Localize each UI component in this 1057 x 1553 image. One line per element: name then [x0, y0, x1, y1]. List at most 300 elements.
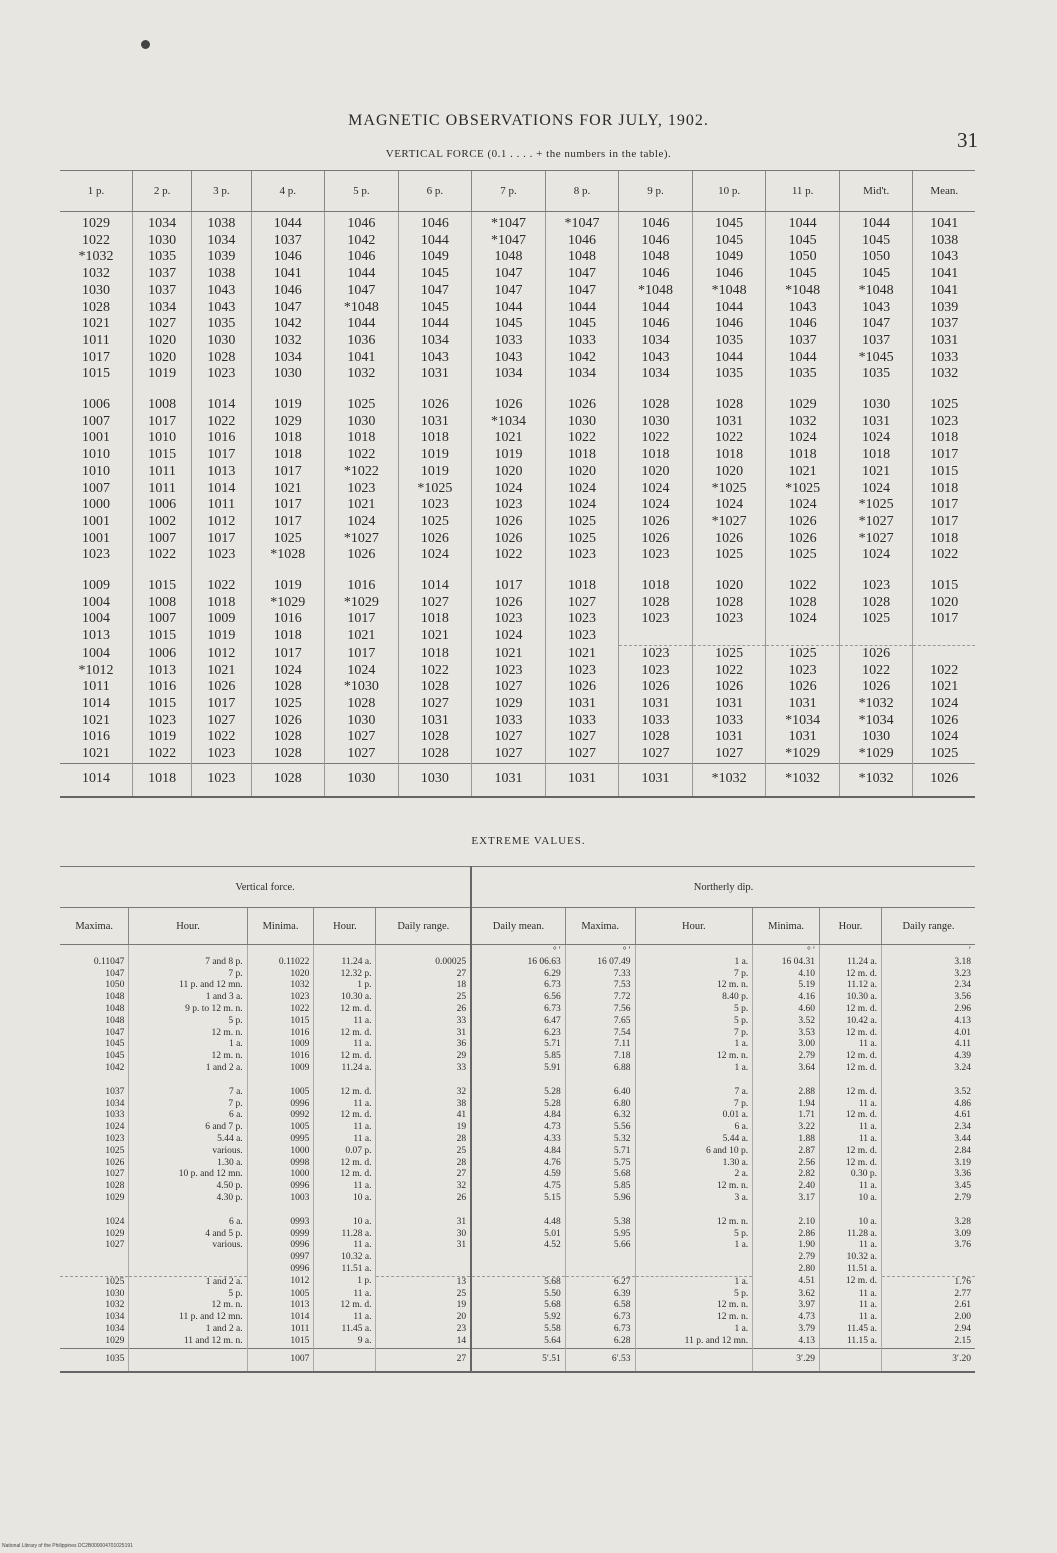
table-cell: 1024	[619, 497, 693, 514]
table-cell: 1018	[913, 531, 975, 548]
table-cell: 7 a.	[129, 1087, 247, 1099]
table-cell: 1049	[692, 249, 766, 266]
table-cell: 1015	[133, 578, 192, 595]
table-cell: 1047	[105, 968, 125, 979]
table-cell: *1025	[766, 481, 840, 498]
table-cell: 1038	[913, 233, 975, 250]
table-cell: 5.19	[753, 980, 820, 992]
table-cell: 11 a.	[314, 1039, 376, 1051]
table-cell: 1024	[251, 663, 325, 680]
table-cell: 4.11	[882, 1039, 976, 1051]
unit-cell	[819, 945, 881, 957]
table-cell: *1032	[78, 249, 114, 265]
spacer-cell	[133, 564, 192, 578]
table-cell: 33	[376, 1016, 471, 1028]
table-cell: 4.48	[471, 1217, 565, 1229]
table-cell: 1021	[82, 316, 111, 332]
table-cell: 1018	[192, 595, 251, 612]
table-cell: 1030	[192, 333, 251, 350]
table-row	[60, 1110, 975, 1122]
table-cell: 1015	[133, 628, 192, 645]
table-cell: 12 m. d.	[819, 1063, 881, 1075]
table-cell: 1028	[692, 595, 766, 612]
table-cell: 1046	[398, 212, 472, 233]
table-cell: 1018	[913, 430, 975, 447]
table-cell: 1027	[192, 713, 251, 730]
table-cell: 6 a.	[129, 1217, 247, 1229]
table-row	[60, 663, 975, 680]
table-cell: 1044	[766, 212, 840, 233]
table-cell	[471, 1252, 565, 1264]
table-cell: 1030	[133, 233, 192, 250]
table-cell: 5.85	[565, 1181, 635, 1193]
table-row	[60, 696, 975, 713]
table-cell: 12 m. n.	[635, 1300, 753, 1312]
unit-cell: ° ′	[753, 945, 820, 957]
table-cell: 1005	[247, 1087, 314, 1099]
spacer-cell	[819, 1075, 881, 1087]
table-cell: 1007	[82, 480, 111, 496]
table-cell: 12 m. d.	[819, 1051, 881, 1063]
unit-cell	[314, 945, 376, 957]
table-cell: 11 a.	[819, 1300, 881, 1312]
table-cell: 1046	[619, 212, 693, 233]
table-cell: 1022	[839, 663, 913, 680]
table-cell: 1023	[545, 663, 619, 680]
unit-cell	[376, 945, 471, 957]
table-cell: 4.75	[471, 1181, 565, 1193]
table-row	[60, 645, 975, 662]
table-cell: 1032	[105, 1300, 125, 1311]
summary-cell: 3′.20	[882, 1348, 976, 1372]
table-cell: 1023	[545, 547, 619, 564]
table-cell: 1048	[619, 249, 693, 266]
table-cell: 1025	[251, 696, 325, 713]
table-cell: 1046	[545, 233, 619, 250]
table-cell: 1016	[251, 611, 325, 628]
table-row	[60, 1028, 975, 1040]
table-cell: 1017	[913, 611, 975, 628]
table-cell: 1050	[766, 249, 840, 266]
table-cell: 1026	[472, 514, 546, 531]
table-row	[60, 414, 975, 431]
table-cell: 1033	[692, 713, 766, 730]
table-cell: 1019	[472, 447, 546, 464]
table-cell: 1021	[913, 679, 975, 696]
table-cell: *1027	[839, 514, 913, 531]
table-cell: 12 m. n.	[129, 1051, 247, 1063]
table-cell: *1034	[472, 414, 546, 431]
table-cell: 7 p.	[635, 1099, 753, 1111]
table-cell: 1027	[472, 746, 546, 763]
table-cell: 1026	[619, 679, 693, 696]
table-cell: 1018	[692, 447, 766, 464]
table-cell: 3.44	[882, 1134, 976, 1146]
table-cell: 4.51	[753, 1276, 820, 1288]
table-cell	[129, 1264, 247, 1276]
table-cell: 2.88	[753, 1087, 820, 1099]
table-cell	[129, 1252, 247, 1264]
spacer-cell	[60, 1205, 129, 1217]
table-cell: 1029	[105, 1192, 125, 1203]
table-row	[60, 1289, 975, 1301]
table-cell: 1048	[545, 249, 619, 266]
table-cell: 1022	[692, 663, 766, 680]
table-cell: 1 and 3 a.	[129, 992, 247, 1004]
table-cell: 10.30 a.	[819, 992, 881, 1004]
table-cell: 0993	[247, 1217, 314, 1229]
table-row	[60, 212, 975, 233]
column-header: Hour.	[819, 908, 881, 945]
table-cell: 25	[376, 992, 471, 1004]
summary-cell	[819, 1348, 881, 1372]
table-cell: 1023	[472, 497, 546, 514]
table-cell: 1021	[82, 712, 111, 728]
ink-spot	[141, 40, 150, 49]
table-cell	[839, 628, 913, 645]
table-row	[60, 547, 975, 564]
table-cell: 1027	[692, 746, 766, 763]
table-cell: 1018	[325, 430, 399, 447]
table-cell: *1030	[325, 679, 399, 696]
table-cell: 1016	[247, 1028, 314, 1040]
table-cell: 1019	[398, 464, 472, 481]
table-cell: 1028	[105, 1181, 125, 1192]
summary-row	[60, 1348, 975, 1372]
table-cell: 1007	[82, 413, 111, 429]
group-gap-row	[60, 1205, 975, 1217]
table-cell: 1007	[133, 531, 192, 548]
table-cell: 1026	[913, 713, 975, 730]
table-cell: 1017	[192, 531, 251, 548]
table-cell: 1004	[82, 594, 111, 610]
table-cell: 1018	[251, 447, 325, 464]
extremes-group-header-row	[60, 867, 975, 908]
table-cell: 1044	[692, 300, 766, 317]
table-cell: 1 a.	[635, 1240, 753, 1252]
table-cell: 7 a.	[635, 1087, 753, 1099]
table-cell: 6.56	[471, 992, 565, 1004]
table-cell: 1029	[766, 397, 840, 414]
table-cell: 1026	[619, 531, 693, 548]
table-cell: 1027	[133, 316, 192, 333]
table-cell: 2.61	[882, 1300, 976, 1312]
table-cell: 2.87	[753, 1146, 820, 1158]
table-row	[60, 1039, 975, 1051]
column-header: 10 p.	[692, 171, 766, 212]
table-cell: 26	[376, 1193, 471, 1205]
table-cell: 1035	[692, 366, 766, 383]
spacer-cell	[545, 564, 619, 578]
table-cell: 1044	[766, 350, 840, 367]
page-number: 31	[957, 128, 978, 152]
table-cell: 0996	[247, 1240, 314, 1252]
table-cell: 11 a.	[314, 1240, 376, 1252]
table-cell: 1035	[766, 366, 840, 383]
table-cell: 11 p. and 12 mn.	[635, 1336, 753, 1348]
summary-cell: 1030	[325, 763, 399, 797]
table-cell: 7.33	[565, 969, 635, 981]
table-cell: 3.79	[753, 1324, 820, 1336]
table-cell: 2.84	[882, 1146, 976, 1158]
table-cell: 1033	[472, 333, 546, 350]
table-cell: 11.28 a.	[314, 1229, 376, 1241]
table-cell: 1015	[82, 366, 111, 382]
table-cell: 1025	[692, 645, 766, 662]
table-cell: 4.61	[882, 1110, 976, 1122]
table-cell	[60, 1264, 129, 1276]
table-cell: 7 p.	[635, 969, 753, 981]
table-cell: 1044	[472, 300, 546, 317]
table-cell: 5.85	[471, 1051, 565, 1063]
table-cell: 4.59	[471, 1169, 565, 1181]
table-cell: 1038	[192, 266, 251, 283]
table-cell: 1 and 2 a.	[129, 1276, 247, 1288]
table-cell: 1043	[913, 249, 975, 266]
table-row	[60, 531, 975, 548]
table-row	[60, 1240, 975, 1252]
column-header: Mean.	[913, 171, 975, 212]
table-cell: 1037	[839, 333, 913, 350]
spacer-cell	[882, 1075, 976, 1087]
table-row	[60, 233, 975, 250]
column-header: Hour.	[129, 908, 247, 945]
table-cell: 11 a.	[819, 1181, 881, 1193]
table-cell: 2.96	[882, 1004, 976, 1016]
table-cell: 1044	[251, 212, 325, 233]
table-cell: 0997	[247, 1252, 314, 1264]
table-cell: 12 m. d.	[819, 1110, 881, 1122]
unit-cell	[247, 945, 314, 957]
table-cell: 1023	[192, 746, 251, 763]
table-row	[60, 1146, 975, 1158]
table-cell: 5.91	[471, 1063, 565, 1075]
summary-cell	[635, 1348, 753, 1372]
table-cell: 4.52	[471, 1240, 565, 1252]
table-cell: 0999	[247, 1229, 314, 1241]
table-cell: 1045	[692, 233, 766, 250]
spacer-cell	[398, 564, 472, 578]
table-cell: 1031	[766, 696, 840, 713]
table-cell: 1001	[82, 530, 111, 546]
table-cell: *1034	[766, 713, 840, 730]
table-cell: 1025	[839, 611, 913, 628]
table-cell: 1018	[398, 645, 472, 662]
column-header: 1 p.	[60, 171, 133, 212]
column-header: Daily range.	[376, 908, 471, 945]
table-cell: 1041	[913, 283, 975, 300]
table-cell: 1018	[251, 628, 325, 645]
table-cell: 1011	[133, 481, 192, 498]
table-row	[60, 1264, 975, 1276]
table-cell: 1017	[133, 414, 192, 431]
table-cell: 12 m. n.	[129, 1028, 247, 1040]
table-cell: 4.30 p.	[129, 1193, 247, 1205]
table-cell: 1025	[766, 547, 840, 564]
table-cell: 1010	[82, 447, 111, 463]
table-cell: 1022	[192, 414, 251, 431]
spacer-cell	[753, 1205, 820, 1217]
table-cell: *1029	[325, 595, 399, 612]
table-cell: 6.80	[565, 1099, 635, 1111]
table-cell: 0995	[247, 1134, 314, 1146]
table-cell: 1045	[398, 300, 472, 317]
table-cell: 1050	[839, 249, 913, 266]
table-cell: 13	[376, 1276, 471, 1288]
table-cell: 1024	[839, 481, 913, 498]
spacer-cell	[565, 1075, 635, 1087]
table-cell: 3.56	[882, 992, 976, 1004]
table-cell: 3.45	[882, 1181, 976, 1193]
table-cell: 41	[376, 1110, 471, 1122]
table-cell: 1022	[133, 746, 192, 763]
table-cell: 1022	[913, 663, 975, 680]
table-cell: 6 and 10 p.	[635, 1146, 753, 1158]
table-cell: 1009	[247, 1039, 314, 1051]
table-cell: 12 m. d.	[819, 969, 881, 981]
column-header: Maxima.	[565, 908, 635, 945]
table-cell: 10.30 a.	[314, 992, 376, 1004]
column-header: Daily range.	[882, 908, 976, 945]
table-cell: 1024	[105, 1216, 125, 1227]
table-row	[60, 1051, 975, 1063]
table-cell: 4.50 p.	[129, 1181, 247, 1193]
table-cell: 5.15	[471, 1193, 565, 1205]
table-cell: 1017	[325, 611, 399, 628]
summary-cell: 1014	[60, 763, 133, 797]
table-row	[60, 1193, 975, 1205]
table-cell: 1026	[472, 531, 546, 548]
table-cell: 1001	[82, 513, 111, 529]
spacer-cell	[314, 1075, 376, 1087]
table-cell: 1041	[913, 212, 975, 233]
table-cell: 1034	[192, 233, 251, 250]
table-cell: 10 a.	[819, 1217, 881, 1229]
table-row	[60, 1300, 975, 1312]
spacer-cell	[60, 564, 133, 578]
table-cell: 10.32 a.	[314, 1252, 376, 1264]
table-cell: 12 m. d.	[314, 1158, 376, 1170]
table-cell: 3.00	[753, 1039, 820, 1051]
table-cell: 0.07 p.	[314, 1146, 376, 1158]
table-cell: 5.92	[471, 1312, 565, 1324]
table-cell: 1028	[251, 679, 325, 696]
spacer-cell	[247, 1205, 314, 1217]
table-row	[60, 1158, 975, 1170]
table-cell: 1024	[913, 729, 975, 746]
table-cell: 5 p.	[129, 1289, 247, 1301]
table-cell: 1023	[472, 663, 546, 680]
library-footer: National Library of the Philippines DC2B000004701025191	[2, 1543, 133, 1549]
table-cell: 1043	[192, 283, 251, 300]
table-cell: 1020	[692, 578, 766, 595]
spacer-cell	[913, 564, 975, 578]
spacer-cell	[766, 564, 840, 578]
table-cell: 2.79	[882, 1193, 976, 1205]
table-cell: 6 and 7 p.	[129, 1122, 247, 1134]
table-cell: 1026	[251, 713, 325, 730]
table-cell: 1022	[192, 729, 251, 746]
table-cell: 1032	[82, 266, 111, 282]
table-cell: 1006	[133, 497, 192, 514]
table-cell: 1044	[398, 316, 472, 333]
table-cell: 1029	[105, 1335, 125, 1346]
table-cell: 1045	[545, 316, 619, 333]
table-cell: 1034	[398, 333, 472, 350]
table-cell: 1028	[619, 595, 693, 612]
table-cell: 2.10	[753, 1217, 820, 1229]
table-cell: 1025	[398, 514, 472, 531]
table-cell: 3.97	[753, 1300, 820, 1312]
table-cell: 11 a.	[819, 1289, 881, 1301]
table-cell: *1048	[839, 283, 913, 300]
table-cell: 5.38	[565, 1217, 635, 1229]
table-cell: 5.75	[565, 1158, 635, 1170]
table-cell: 1027	[545, 729, 619, 746]
table-cell: 1031	[692, 696, 766, 713]
table-cell: 3.28	[882, 1217, 976, 1229]
table-cell: 1.88	[753, 1134, 820, 1146]
table-cell: 1034	[105, 1098, 125, 1109]
table-cell: 2.56	[753, 1158, 820, 1170]
table-row	[60, 481, 975, 498]
table-cell: 1031	[913, 333, 975, 350]
table-row	[60, 1004, 975, 1016]
table-cell	[471, 1264, 565, 1276]
table-cell: 1013	[247, 1300, 314, 1312]
table-cell: 12 m. d.	[819, 1146, 881, 1158]
table-cell: *1025	[692, 481, 766, 498]
table-cell: 6.73	[565, 1312, 635, 1324]
table-cell: 1031	[398, 414, 472, 431]
table-cell: 1024	[325, 514, 399, 531]
table-cell: 1034	[545, 366, 619, 383]
table-cell: 1017	[251, 497, 325, 514]
table-cell: 1026	[766, 514, 840, 531]
spacer-cell	[325, 383, 399, 397]
table-row	[60, 333, 975, 350]
table-cell: 1009	[82, 578, 111, 594]
table-cell: 1016	[133, 679, 192, 696]
table-cell: 6 a.	[635, 1122, 753, 1134]
spacer-cell	[692, 383, 766, 397]
table-cell: 36	[376, 1039, 471, 1051]
table-cell: 1031	[692, 414, 766, 431]
table-cell: 1046	[325, 212, 399, 233]
table-row	[60, 266, 975, 283]
table-cell: 33	[376, 1063, 471, 1075]
table-cell: 26	[376, 1004, 471, 1016]
table-cell: 1020	[913, 595, 975, 612]
table-cell: 7 p.	[129, 969, 247, 981]
table-cell	[766, 628, 840, 645]
table-cell: 1034	[619, 366, 693, 383]
table-cell: 11.24 a.	[314, 1063, 376, 1075]
table-cell: 1026	[545, 679, 619, 696]
table-cell: 2.94	[882, 1324, 976, 1336]
table-cell: 1041	[913, 266, 975, 283]
table-cell: 32	[376, 1087, 471, 1099]
table-cell: 3.22	[753, 1122, 820, 1134]
table-cell: 1025	[60, 1276, 129, 1288]
table-cell: 1048	[105, 1003, 125, 1014]
table-cell: 2.82	[753, 1169, 820, 1181]
table-cell: 1047	[545, 283, 619, 300]
spacer-cell	[471, 1205, 565, 1217]
table-cell: 1037	[133, 266, 192, 283]
table-cell: 1027	[398, 696, 472, 713]
table-cell: 1043	[398, 350, 472, 367]
